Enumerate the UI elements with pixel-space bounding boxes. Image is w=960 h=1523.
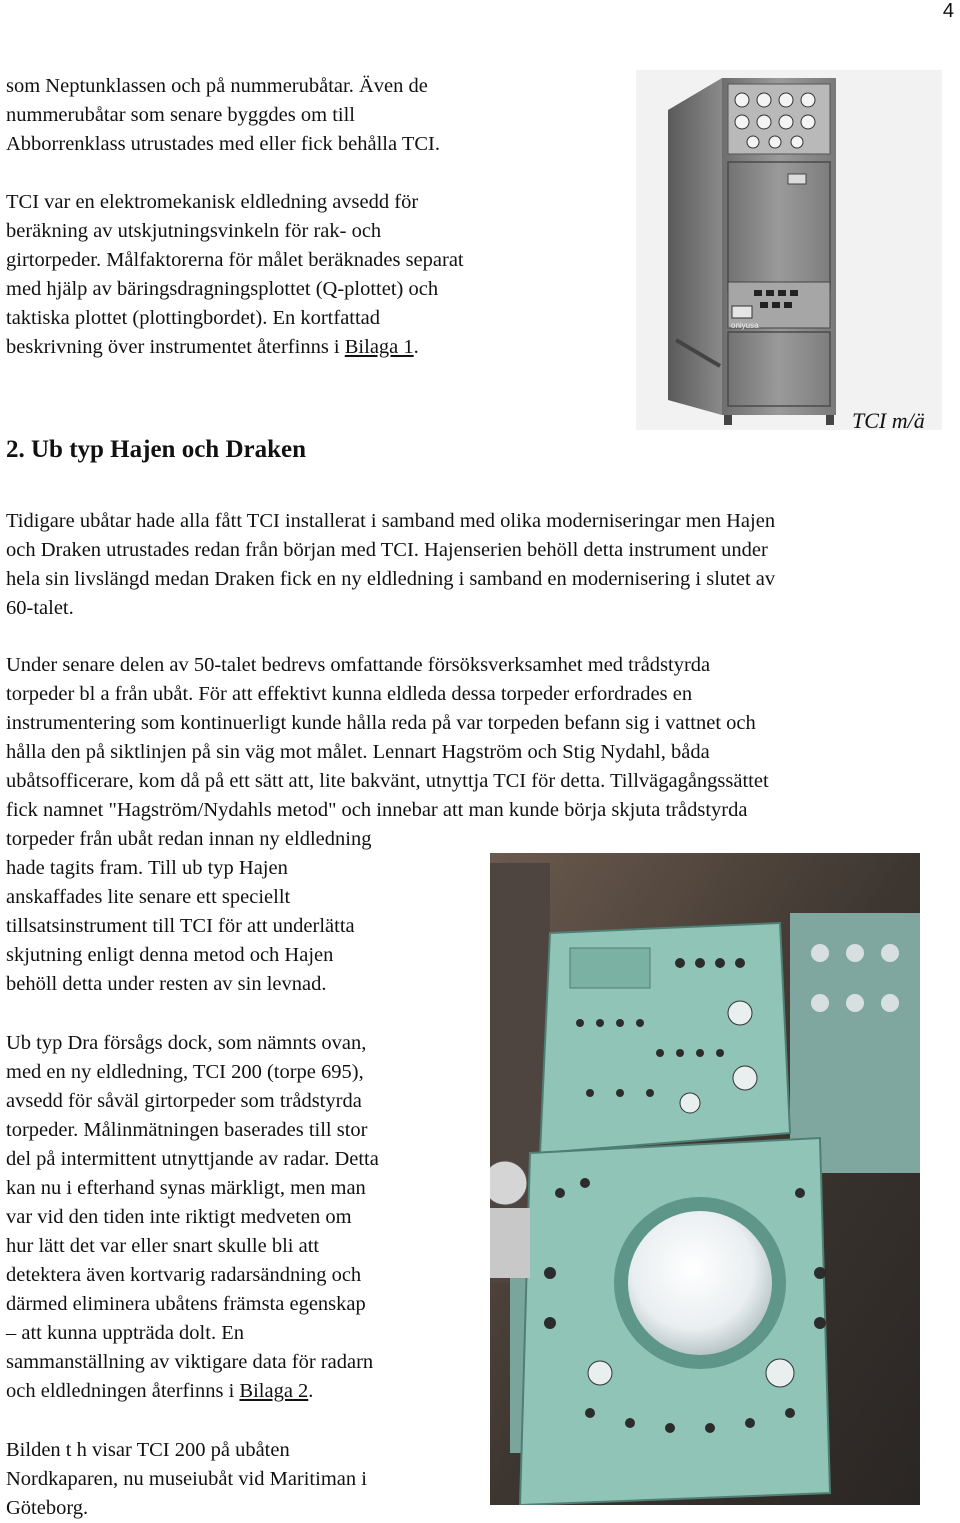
text-line: sammanställning av viktigare data för radarn [6, 1351, 374, 1373]
page-number: 4 [942, 0, 954, 22]
tci-cabinet-image [636, 70, 942, 430]
text-line: hela sin livslängd medan Draken fick en ny eldledning i samband en modernisering i slutet av [6, 568, 776, 590]
tci-cabinet-drawing [636, 70, 942, 430]
text-line [6, 333, 606, 362]
text-line: torpeder bl a från ubåt. För att effektivt kunna eldleda dessa torpeder erfordrades en [6, 683, 693, 705]
text-line: detektera även kortvarig radarsändning och [6, 1264, 362, 1286]
text-line: – att kunna uppträda dolt. En [6, 1322, 244, 1344]
text-line: med en ny eldledning, TCI 200 (torpe 695), [6, 1061, 364, 1083]
text-line: beräkning av utskjutningsvinkeln för rak- och [6, 220, 382, 242]
text-span: beskrivning över instrumentet återfinns i [6, 336, 345, 358]
intro-paragraph [6, 72, 606, 159]
tci-200-photo [490, 853, 920, 1505]
text-line: som Neptunklassen och på nummerubåtar. Även de [6, 75, 428, 97]
hajen-paragraph [6, 507, 956, 623]
text-span: och eldledningen återfinns i [6, 1380, 240, 1402]
text-line: hade tagits fram. Till ub typ Hajen [6, 857, 288, 879]
text-line: ubåtsofficerare, kom då på ett sätt att, lite bakvänt, utnyttja TCI för detta. Tillvägagångssättet [6, 770, 769, 792]
text-line: taktiska plottet (plottingbordet). En kortfattad [6, 307, 381, 329]
text-span: . [413, 336, 419, 358]
text-line: och Draken utrustades redan från början med TCI. Hajenserien behöll detta instrument under [6, 539, 768, 561]
text-line: Göteborg. [6, 1497, 89, 1519]
text-line: del på intermittent utnyttjande av radar. Detta [6, 1148, 379, 1170]
text-line: anskaffades lite senare ett speciellt [6, 886, 291, 908]
draken-paragraph [6, 1029, 476, 1406]
text-span: . [308, 1380, 314, 1402]
bilaga-1-link[interactable]: Bilaga 1 [344, 336, 414, 358]
text-line: med hjälp av bäringsdragningsplottet (Q-plottet) och [6, 278, 439, 300]
text-line: tillsatsinstrument till TCI för att underlätta [6, 915, 355, 937]
text-line: Bilden t h visar TCI 200 på ubåten [6, 1439, 290, 1461]
tci-description-paragraph [6, 188, 606, 362]
text-line: hur lätt det var eller snart skulle bli att [6, 1235, 320, 1257]
text-line [6, 1377, 476, 1406]
text-line: Under senare delen av 50-talet bedrevs omfattande försöksverksamhet med trådstyrda [6, 654, 711, 676]
text-line: Tidigare ubåtar hade alla fått TCI installerat i samband med olika moderniseringar men Hajen [6, 510, 776, 532]
bilaga-2-link[interactable]: Bilaga 2 [239, 1380, 309, 1402]
text-line: Nordkaparen, nu museiubåt vid Maritiman i [6, 1468, 367, 1490]
text-line: TCI var en elektromekanisk eldledning avsedd för [6, 191, 419, 213]
text-line: Ub typ Dra försågs dock, som nämnts ovan, [6, 1032, 367, 1054]
text-line: fick namnet "Hagström/Nydahls metod" och innebar att man kunde börja skjuta trådstyrda [6, 799, 748, 821]
text-line: kan nu i efterhand synas märkligt, men man [6, 1177, 366, 1199]
text-line: hålla den på siktlinjen på sin väg mot målet. Lennart Hagström och Stig Nydahl, båda [6, 741, 710, 763]
tci-200-console-drawing [490, 853, 920, 1505]
text-line: 60-talet. [6, 597, 74, 619]
text-line: var vid den tiden inte riktigt medveten om [6, 1206, 352, 1228]
text-line: torpeder. Målinmätningen baserades till stor [6, 1119, 368, 1141]
text-line: nummerubåtar som senare byggdes om till [6, 104, 355, 126]
text-line: skjutning enligt denna metod och Hajen [6, 944, 334, 966]
text-line: instrumentering som kontinuerligt kunde hålla reda på var torpeden befann sig i vattnet och [6, 712, 756, 734]
text-line: behöll detta under resten av sin levnad. [6, 973, 327, 995]
text-line: torpeder från ubåt redan innan ny eldledning [6, 828, 372, 850]
section-heading: 2. Ub typ Hajen och Draken [6, 436, 307, 463]
text-line: avsedd för såväl girtorpeder som trådstyrda [6, 1090, 362, 1112]
text-line: Abborrenklass utrustades med eller fick behålla TCI. [6, 133, 440, 155]
text-line: därmed eliminera ubåtens främsta egenskap [6, 1293, 366, 1315]
figure-caption: TCI m/ä [852, 408, 925, 433]
maker-plate: oniyusa [731, 321, 759, 330]
photo-description-paragraph [6, 1436, 476, 1523]
text-line: girtorpeder. Målfaktorerna för målet beräknades separat [6, 249, 464, 271]
